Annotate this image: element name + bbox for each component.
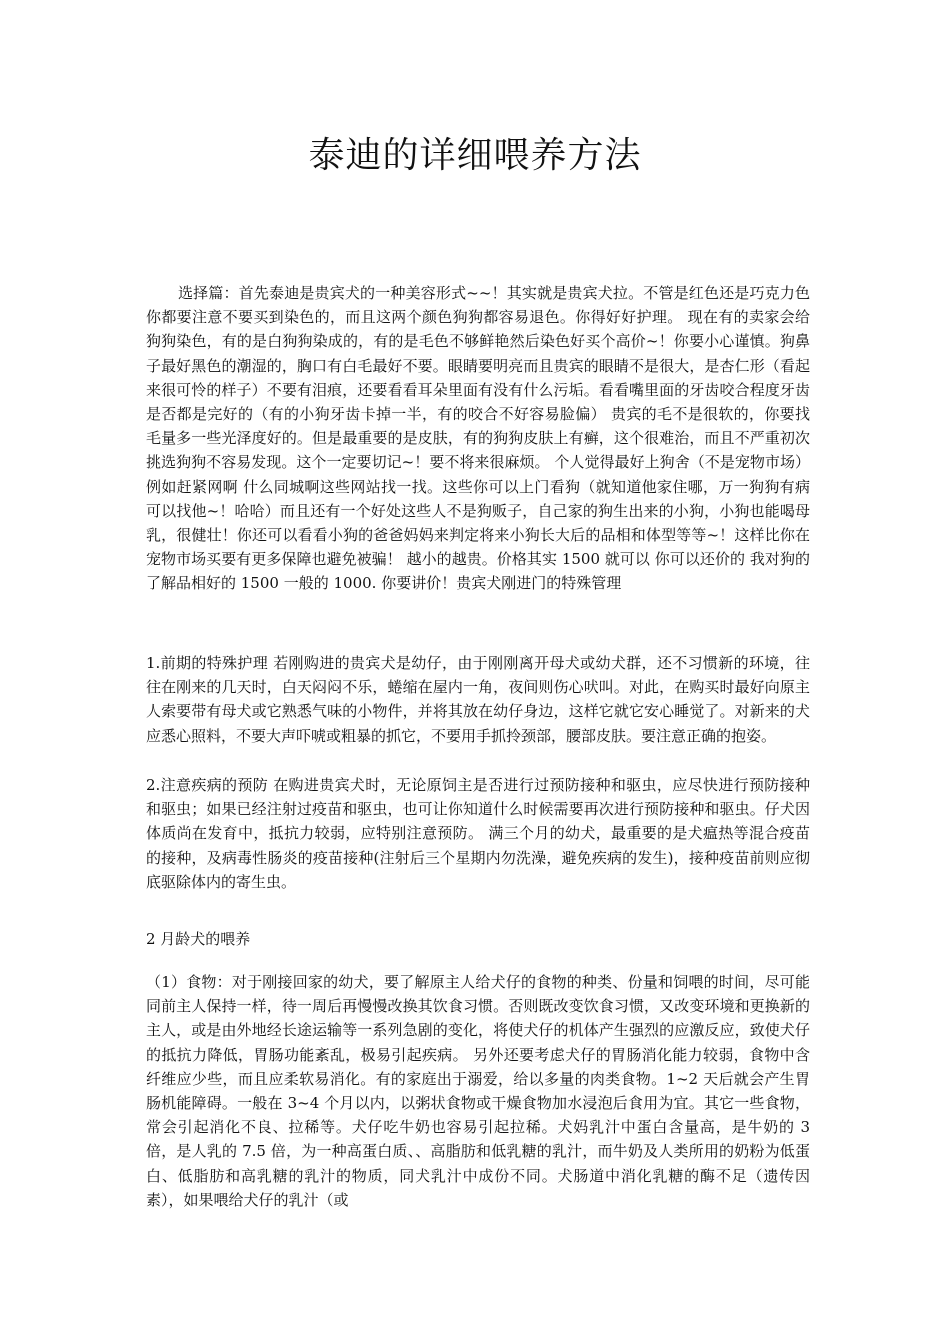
section-heading-two-month-feeding: 2 月龄犬的喂养 xyxy=(146,930,251,948)
paragraph-early-care: 1.前期的特殊护理 若刚购进的贵宾犬是幼仔，由于刚刚离开母犬或幼犬群，还不习惯新的环境，往往在刚来的几天时，白天闷闷不乐，蜷缩在屋内一角，夜间则伤心吠叫。对此，在购买时最好向原主人索要带有母犬或它熟悉气味的小物件，并将其放在幼仔身边，这样它就它安心睡觉了。对新来的犬应悉心照料，不要大声吓唬或粗暴的抓它，不要用手抓拎颈部，腰部皮肤。要注意正确的抱姿。 xyxy=(146,654,810,745)
paragraph-disease-prevention: 2.注意疾病的预防 在购进贵宾犬时，无论原饲主是否进行过预防接种和驱虫，应尽快进行预防接种和驱虫；如果已经注射过疫苗和驱虫，也可让你知道什么时候需要再次进行预防接种和驱虫。仔犬因体质尚在发育中，抵抗力较弱，应特别注意预防。 满三个月的幼犬，最重要的是犬瘟热等混合疫苗的接种，及病毒性肠炎的疫苗接种(注射后三个星期内勿洗澡，避免疾病的发生)，接种疫苗前则应彻底驱除体内的寄生虫。 xyxy=(146,776,810,891)
paragraph-selection-guide: 选择篇：首先泰迪是贵宾犬的一种美容形式~~！其实就是贵宾犬拉。不管是红色还是巧克力色你都要注意不要买到染色的，而且这两个颜色狗狗都容易退色。你得好好护理。 现在有的卖家会给狗狗染色，有的是白狗狗染成的，有的是毛色不够鲜艳然后染色好买个高价~！你要小心谨慎。狗鼻子最好黑色的潮湿的，胸口有白毛最好不要。眼睛要明亮而且贵宾的眼睛不是很大，是杏仁形（看起来很可怜的样子）不要有泪痕，还要看看耳朵里面有没有什么污垢。看看嘴里面的牙齿咬合程度牙齿是否都是完好的（有的小狗牙齿卡掉一半，有的咬合不好容易脸偏） 贵宾的毛不是很软的，你要找毛量多一些光泽度好的。但是最重要的是皮肤，有的狗狗皮肤上有癣，这个很难治，而且不严重初次挑选狗狗不容易发现。这个一定要切记~！要不将来很麻烦。 个人觉得最好上狗舍（不是宠物市场）例如赶紧网啊 什么同城啊这些网站找一找。这些你可以上门看狗（就知道他家住哪，万一狗狗有病可以找他~！哈哈）而且还有一个好处这些人不是狗贩子，自己家的狗生出来的小狗，小狗也能喝母乳，很健壮！你还可以看看小狗的爸爸妈妈来判定将来小狗长大后的品相和体型等等~！这样比你在宠物市场买要有更多保障也避免被骗！ 越小的越贵。价格其实 1500 就可以 你可以还价的 我对狗的了解品相好的 1500 一般的 1000. 你要讲价！贵宾犬刚进门的特殊管理 xyxy=(146,284,810,593)
paragraph-food: （1）食物：对于刚接回家的幼犬，要了解原主人给犬仔的食物的种类、份量和饲喂的时间，尽可能同前主人保持一样，待一周后再慢慢改换其饮食习惯。否则既改变饮食习惯，又改变环境和更换新的主人，或是由外地经长途运输等一系列急剧的变化，将使犬仔的机体产生强烈的应激反应，致使犬仔的抵抗力降低，胃肠功能紊乱，极易引起疾病。 另外还要考虑犬仔的胃肠消化能力较弱，食物中含纤维应少些，而且应柔软易消化。有的家庭出于溺爱，给以多量的肉类食物。1~2 天后就会产生胃肠机能障碍。一般在 3~4 个月以内，以粥状食物或干燥食物加水浸泡后食用为宜。其它一些食物，常会引起消化不良、拉稀等。犬仔吃牛奶也容易引起拉稀。犬妈乳汁中蛋白含量高，是牛奶的 3 倍，是人乳的 7.5 倍，为一种高蛋白质、、高脂肪和低乳糖的乳汁，而牛奶及人类所用的奶粉为低蛋白、低脂肪和高乳糖的乳汁的物质，同犬乳汁中成份不同。犬肠道中消化乳糖的酶不足（遗传因素），如果喂给犬仔的乳汁（或 xyxy=(146,973,810,1209)
document-title: 泰迪的详细喂养方法 xyxy=(308,135,642,176)
